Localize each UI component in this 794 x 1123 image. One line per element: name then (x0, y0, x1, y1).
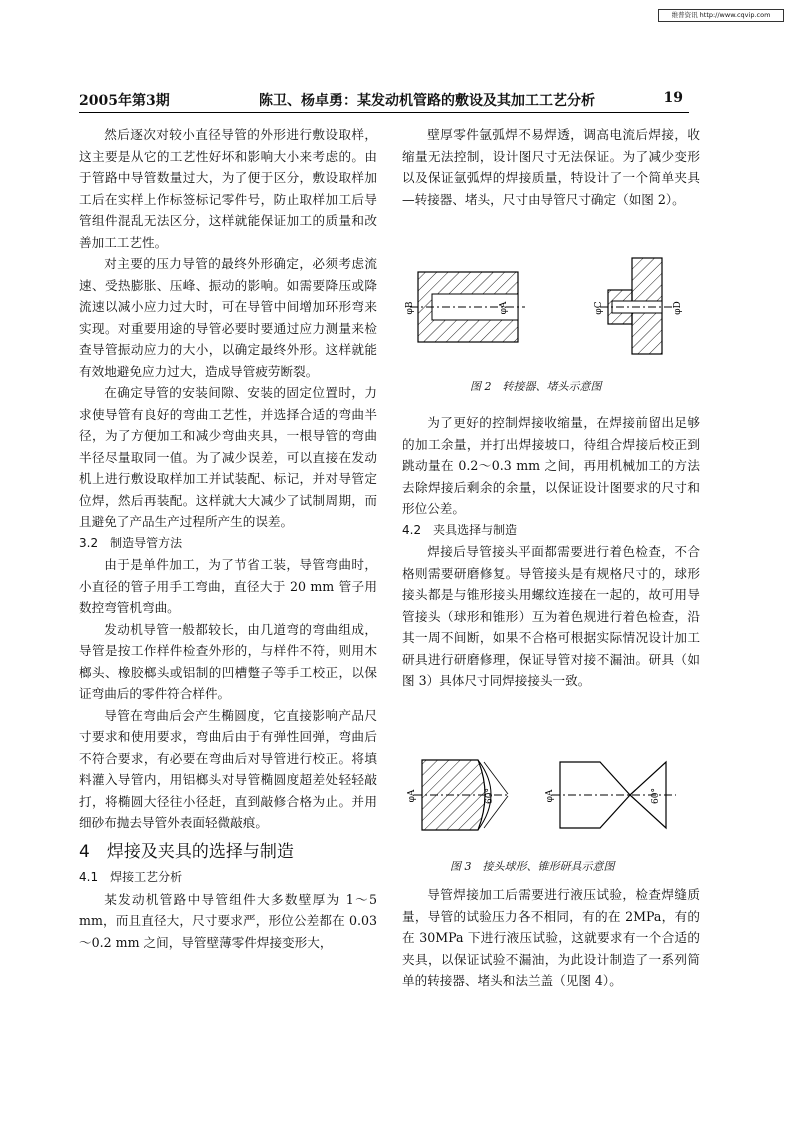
figure-3-caption: 图 3 接头球形、锥形研具示意图 (450, 860, 615, 873)
section-heading-3-2: 3.2 制造导管方法 (79, 535, 183, 550)
figure-3-lapping-tools (400, 752, 690, 842)
right-column-bottom (402, 884, 700, 992)
fig2-label-a: φA (499, 301, 509, 315)
plug-drawing (600, 258, 672, 354)
paragraph: 导管焊接加工后需要进行液压试验，检查焊缝质量，导管的试验压力各不相同，有的在 2MPa，有的在 30MPa 下进行液压试验，这就要求有一个合适的夹具，以保证试验不漏油，为此设计制造了一系列简单的转接器、堵头和法兰盖（见图 4）。 (402, 887, 700, 988)
paragraph: 壁厚零件氩弧焊不易焊透，调高电流后焊接，收缩量无法控制，设计图尺寸无法保证。为了减少变形以及保证氩弧焊的焊接质量，特设计了一个简单夹具—转接器、堵头，尺寸由导管尺寸确定（如图 2）。 (402, 127, 700, 207)
paragraph: 为了更好的控制焊接收缩量，在焊接前留出足够的加工余量，并打出焊接坡口，待组合焊接后校正到跳动量在 0.2～0.3 mm 之间，再用机械加工的方法去除焊接后剩余的余量，以保证设计图要求的尺寸和形位公差。 (402, 415, 700, 516)
paragraph: 导管在弯曲后会产生椭圆度，它直接影响产品尺寸要求和使用要求，弯曲后由于有弹性回弹，弯曲后不符合要求，有必要在弯曲后对导管进行校正。将填料灌入导管内，用铝榔头对导管椭圆度超差处轻轻敲打，将椭圆大径往小径赶，直到敲修合格为止。并用细砂布抛去导管外表面轻微敲痕。 (79, 707, 377, 830)
fig2-label-c: φC (594, 301, 604, 315)
fig2-label-d: φD (673, 301, 683, 315)
section-heading-4-2: 4.2 夹具选择与制造 (402, 522, 518, 537)
left-column (79, 124, 377, 953)
paragraph: 在确定导管的安装间隙、安装的固定位置时，力求使导管有良好的弯曲工艺性，并选择合适的弯曲半径，为了方便加工和减少弯曲夹具，一根导管的弯曲半径尽量取同一值。为了减少误差，可以直接在发动机上进行敷设取样加工并试装配、标记，并对导管定位焊，然后再装配。这样就大大减少了试制周期，而且避免了产品生产过程所产生的误差。 (79, 385, 377, 529)
running-header (79, 88, 683, 110)
paragraph: 然后逐次对较小直径导管的外形进行敷设取样，这主要是从它的工艺性好坏和影响大小来考虑的。由于管路中导管数量过大，为了便于区分，敷设取样加工后在实样上作标签标记零件号，防止取样加工后导管组件混乱无法区分，这样就能保证加工的质量和改善加工工艺性。 (79, 127, 377, 250)
header-rule (79, 112, 689, 113)
figure-2-caption: 图 2 转接器、堵头示意图 (470, 380, 602, 393)
issue-label: 2005年第3期 (79, 93, 170, 109)
figure-2-adapter-plug (400, 252, 690, 362)
section-heading-4-1: 4.1 焊接工艺分析 (79, 870, 183, 884)
right-column-mid (402, 412, 700, 692)
section-heading-4: 4 焊接及夹具的选择与制造 (79, 841, 294, 862)
fig3-angle-left: 60° (485, 788, 495, 804)
paragraph: 某发动机管路中导管组件大多数壁厚为 1～5 mm，而且直径大，尺寸要求严，形位公差都在 0.03～0.2 mm 之间，导管壁薄零件焊接变形大， (79, 891, 377, 950)
paragraph: 发动机导管一般都较长，由几道弯的弯曲组成，导管是按工作样件检查外形的，与样件不符，则用木榔头、橡胶榔头或铝制的凹槽蹩子等手工校正，以保证弯曲后的零件符合样件。 (79, 621, 377, 701)
ball-lapping-tool (414, 760, 510, 830)
source-watermark: 维普资讯 http://www.cqvip.com (658, 9, 784, 22)
paragraph: 由于是单件加工，为了节省工装，导管弯曲时，小直径的管子用手工弯曲，直径大于 20 mm 管子用数控弯管机弯曲。 (79, 557, 377, 615)
fig2-label-b: φB (405, 301, 415, 315)
article-title: 陈卫、杨卓勇：某发动机管路的敷设及其加工工艺分析 (259, 93, 595, 109)
fig3-label-a-left: φA (407, 789, 417, 803)
paragraph: 对主要的压力导管的最终外形确定，必须考虑流速、受热膨胀、压峰、振动的影响。如需要降压或降流速以减小应力过大时，可在导管中间增加环形弯来实现。对重要用途的导管必要时要通过应力测量来检查导管振动应力的大小，以确定最终外形。这样就能有效地避免应力过大，造成导管疲劳断裂。 (79, 256, 377, 379)
page-number: 19 (663, 90, 683, 106)
paragraph: 焊接后导管接头平面都需要进行着色检查，不合格则需要研磨修复。导管接头是有规格尺寸的，球形接头都是与锥形接头用螺纹连接在一起的，故可用导管接头（球形和锥形）互为着色规进行着色检查，沿其一周不间断，如果不合格可根据实际情况设计加工研具进行研磨修理，保证导管对接不漏油。研具（如图 3）具体尺寸同焊接接头一致。 (402, 544, 700, 688)
right-column-top (402, 124, 700, 210)
fig3-label-a-right: φA (545, 789, 555, 803)
fig3-angle-right: 60° (651, 788, 661, 804)
